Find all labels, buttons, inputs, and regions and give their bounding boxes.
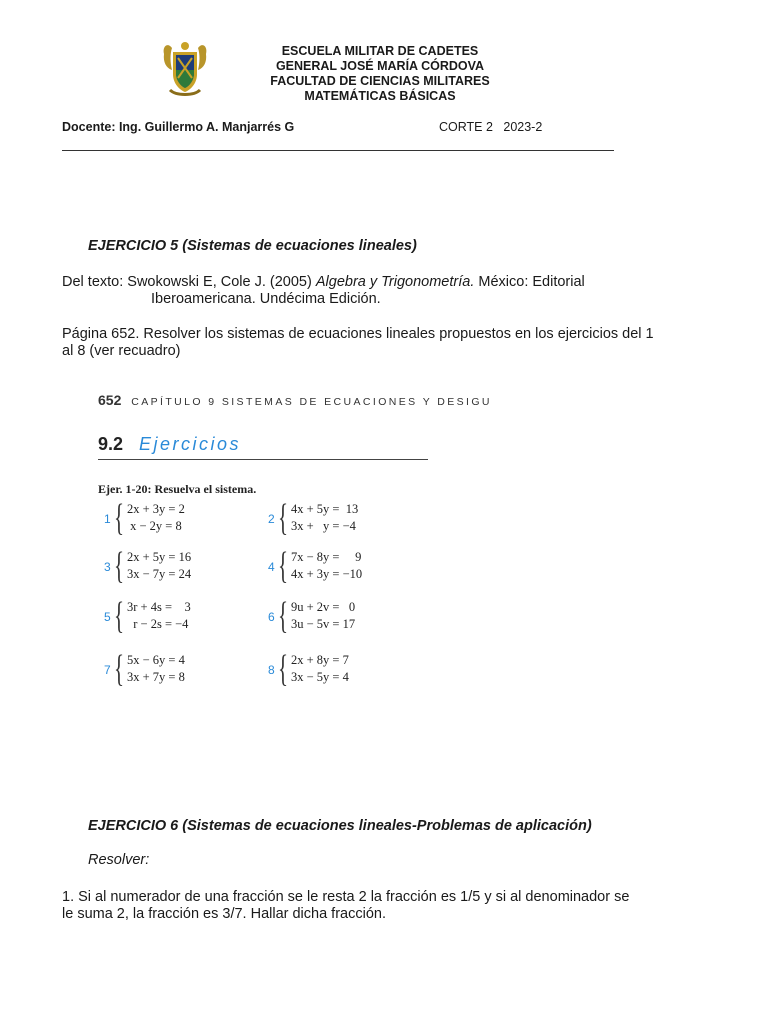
reference-line-1 [62, 274, 585, 291]
equation: 2x + 8y = 7 [291, 653, 349, 667]
reference-authors: Del texto: Swokowski E, Cole J. (2005) [62, 274, 316, 290]
equation: 9u + 2v = 0 [291, 600, 356, 614]
instruction-line-2: al 8 (ver recuadro) [62, 343, 181, 359]
equation: 7x − 8y = 9 [291, 550, 362, 564]
teacher-line: Docente: Ing. Guillermo A. Manjarrés G [62, 120, 295, 134]
problem-1-line-1: 1. Si al numerador de una fracción se le resta 2 la fracción es 1/5 y si al denominador se [62, 889, 630, 905]
system-number: 8 [268, 663, 275, 677]
system-7 [104, 648, 254, 690]
system-number: 2 [268, 512, 275, 526]
equation: 3x − 7y = 24 [127, 567, 192, 581]
book-section-rule [98, 459, 428, 460]
reference-book-title: Algebra y Trigonometría. [315, 274, 475, 290]
faculty-name: FACULTAD DE CIENCIAS MILITARES [270, 74, 490, 88]
equation: 3x + y = −4 [291, 519, 356, 533]
system-number: 6 [268, 610, 275, 624]
exercise-5-title: EJERCICIO 5 (Sistemas de ecuaciones lineales) [88, 238, 417, 254]
system-1 [104, 497, 254, 539]
system-number: 1 [104, 512, 111, 526]
brace-icon: { [278, 595, 289, 637]
problem-1-line-2: le suma 2, la fracción es 3/7. Hallar dicha fracción. [62, 906, 386, 922]
system-4 [268, 545, 418, 587]
resolver-label: Resolver: [88, 852, 150, 868]
system-8 [268, 648, 418, 690]
system-number: 4 [268, 560, 275, 574]
header-divider [62, 150, 614, 151]
reference-line-2: Iberoamericana. Undécima Edición. [151, 291, 381, 307]
section-word: Ejercicios [139, 434, 242, 454]
equation: 5x − 6y = 4 [127, 653, 185, 667]
school-subname: GENERAL JOSÉ MARÍA CÓRDOVA [275, 59, 485, 73]
equation: 4x + 3y = −10 [291, 567, 363, 581]
system-number: 7 [104, 663, 111, 677]
equation: 2x + 3y = 2 [127, 502, 185, 516]
brace-icon: { [278, 648, 289, 690]
system-2 [268, 497, 418, 539]
equation: x − 2y = 8 [127, 519, 182, 533]
system-5 [104, 595, 254, 637]
book-page-number: 652 [98, 392, 122, 408]
book-exercise-instruction: Ejer. 1-20: Resuelva el sistema. [98, 482, 257, 496]
equation: 3u − 5v = 17 [291, 617, 356, 631]
section-number: 9.2 [98, 434, 124, 454]
equation: 3x + 7y = 8 [127, 670, 185, 684]
instruction-line-1: Página 652. Resolver los sistemas de ecuaciones lineales propuestos en los ejercicios del 1 [62, 326, 654, 342]
system-3 [104, 545, 254, 587]
equation: 3r + 4s = 3 [127, 600, 191, 614]
equation: 3x − 5y = 4 [291, 670, 349, 684]
book-page-header [98, 392, 492, 408]
system-number: 5 [104, 610, 111, 624]
equation: r − 2s = −4 [127, 617, 189, 631]
system-6 [268, 595, 418, 637]
book-section-heading [98, 434, 241, 455]
system-number: 3 [104, 560, 111, 574]
brace-icon: { [114, 595, 125, 637]
course-name: MATEMÁTICAS BÁSICAS [304, 89, 456, 103]
brace-icon: { [114, 648, 125, 690]
reference-publisher: México: Editorial [474, 274, 585, 290]
school-name: ESCUELA MILITAR DE CADETES [281, 44, 479, 58]
equation: 2x + 5y = 16 [127, 550, 192, 564]
brace-icon: { [114, 545, 125, 587]
brace-icon: { [278, 545, 289, 587]
book-chapter-title: CAPÍTULO 9 SISTEMAS DE ECUACIONES Y DESIGU [131, 396, 492, 408]
brace-icon: { [114, 497, 125, 539]
corte-line: CORTE 2 2023-2 [439, 120, 543, 134]
equation: 4x + 5y = 13 [291, 502, 359, 516]
exercise-6-title: EJERCICIO 6 (Sistemas de ecuaciones lineales-Problemas de aplicación) [88, 818, 592, 834]
brace-icon: { [278, 497, 289, 539]
